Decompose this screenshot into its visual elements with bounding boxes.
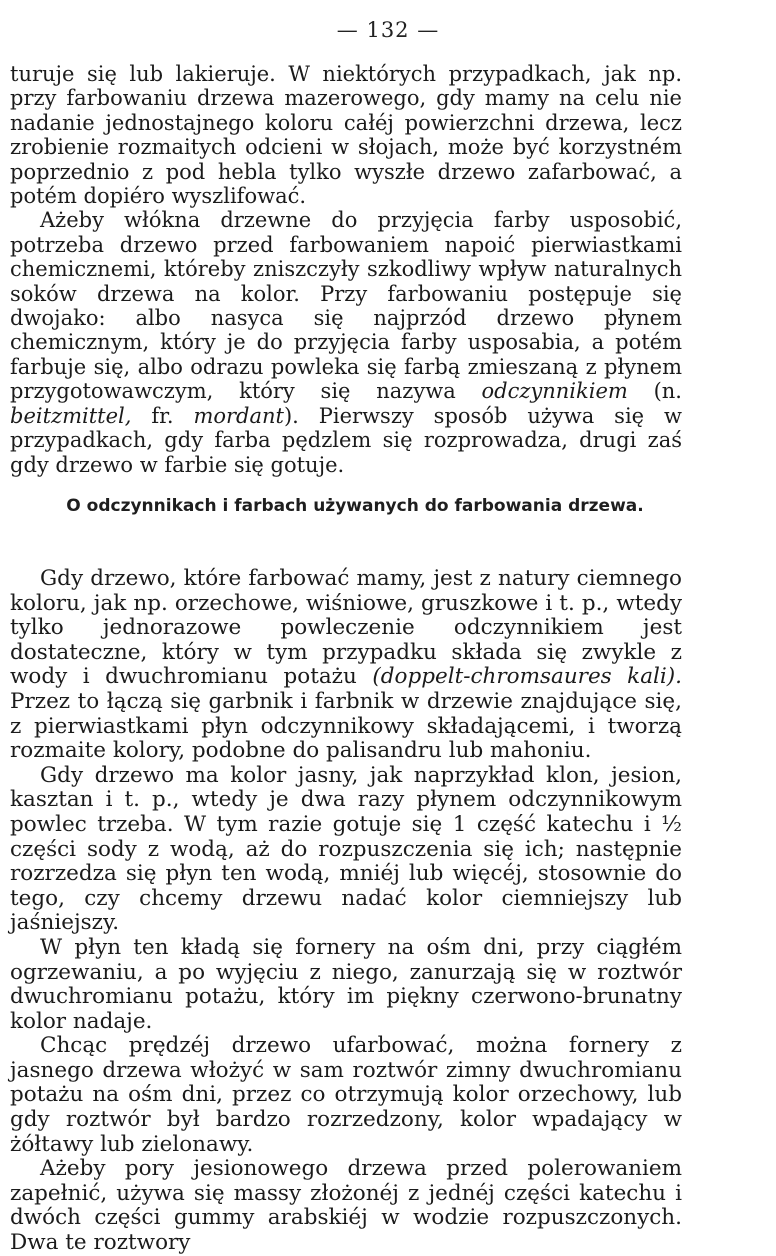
paragraph-text: ). Pierwszy sposób używa się w przypadkach, gdy farba pędzlem się rozprowadza, drugi zaś gdy drzewo w farbie się gotuje. [10,403,682,477]
paragraph-light-wood: Gdy drzewo ma kolor jasny, jak naprzykład klon, jesion, kasztan i t. p., wtedy je dwa razy płynem odczynnikowym powlec trzeba. W tym razie gotuje się 1 część katechu i ½ części sody z wodą, aż do rozpuszczenia się ich; następnie rozrzedza się płyn ten wodą, mniéj lub więcéj, stosownie do tego, czy chcemy drzewu nadać kolor ciemniejszy lub jaśniejszy. [10,762,682,936]
paragraph-continuation: turuje się lub lakieruje. W niektórych przypadkach, jak np. przy farbowaniu drzewa mazerowego, gdy mamy na celu nie nadanie jednostajnego koloru całéj powierzchni drzewa, lecz zrobienie rozmaitych odcieni w słojach, może być korzystném poprzednio z pod hebla tylko wyszłe drzewo zafarbować, a potém dopiéro wyszlifować. [10,62,682,209]
paragraph-mordant-intro [10,208,682,476]
paragraph-dark-wood [10,567,682,764]
text-section-intro [10,62,682,477]
paragraph-quick-dye: Chcąc prędzéj drzewo ufarbować, można fornery z jasnego drzewa włożyć w sam roztwór zimny dwuchromianu potażu na ośm dni, przez co otrzymują kolor orzechowy, lub gdy roztwór był bardzo rozrzedzony, kolor wpadający w żółtawy lub zielonawy. [10,1033,682,1157]
term-mordant: mordant [193,403,284,428]
term-doppelt-chromsaures-kali: (doppelt-chromsaures kali). [372,664,683,690]
paragraph-text: Ażeby włókna drzewne do przyjęcia farby usposobić, potrzeba drzewo przed farbowaniem napoić pierwiastkami chemicznemi, któreby zniszczyły szkodliwy wpływ naturalnych soków drzewa na kolor. Przy farbowaniu postępuje się dwojako: albo nasyca się najprzód drzewo płynem chemicznym, który je do przyjęcia farby usposabia, a potém farbuje się, albo odrazu powleka się farbą zmieszaną z płynem przygotowawczym, który się nazywa [10,208,682,404]
paragraph-text: Gdy drzewo, które farbować mamy, jest z natury ciemnego koloru, jak np. orzechowe, wiśniowe, gruszkowe i t. p., wtedy tylko jednorazowe powleczenie odczynnikiem jest dostateczne, który w tym przypadku składa się zwykle z wody i dwuchromianu potażu [10,566,682,690]
term-odczynnik: odczynnikiem [481,379,628,404]
section-heading: O odczynnikach i farbach używanych do farbowania drzewa. [66,496,644,516]
term-beitzmittel: beitzmittel, [10,403,132,428]
page-number: — 132 — [336,18,440,42]
text-section-mordants [10,567,682,1256]
paragraph-text: fr. [151,403,174,428]
paragraph-ash-pores: Ażeby pory jesionowego drzewa przed polerowaniem zapełnić, używa się massy złożonéj z jednéj części katechu i dwóch części gummy arabskiéj w wodzie rozpuszczonych. Dwa te roztwory [10,1156,682,1256]
paragraph-veneer-soak: W płyn ten kładą się fornery na ośm dni, przy ciągłém ogrzewaniu, a po wyjęciu z niego, zanurzają się w roztwór dwuchromianu potażu, który im piękny czerwono-brunatny kolor nadaje. [10,934,682,1034]
paragraph-text: (n. [653,379,682,404]
paragraph-text: Przez to łączą się garbnik i farbnik w drzewie znajdujące się, z pierwiastkami płyn odczynnikowy składającemi, i tworzą rozmaite kolory, podobne do palisandru lub mahoniu. [10,688,682,764]
